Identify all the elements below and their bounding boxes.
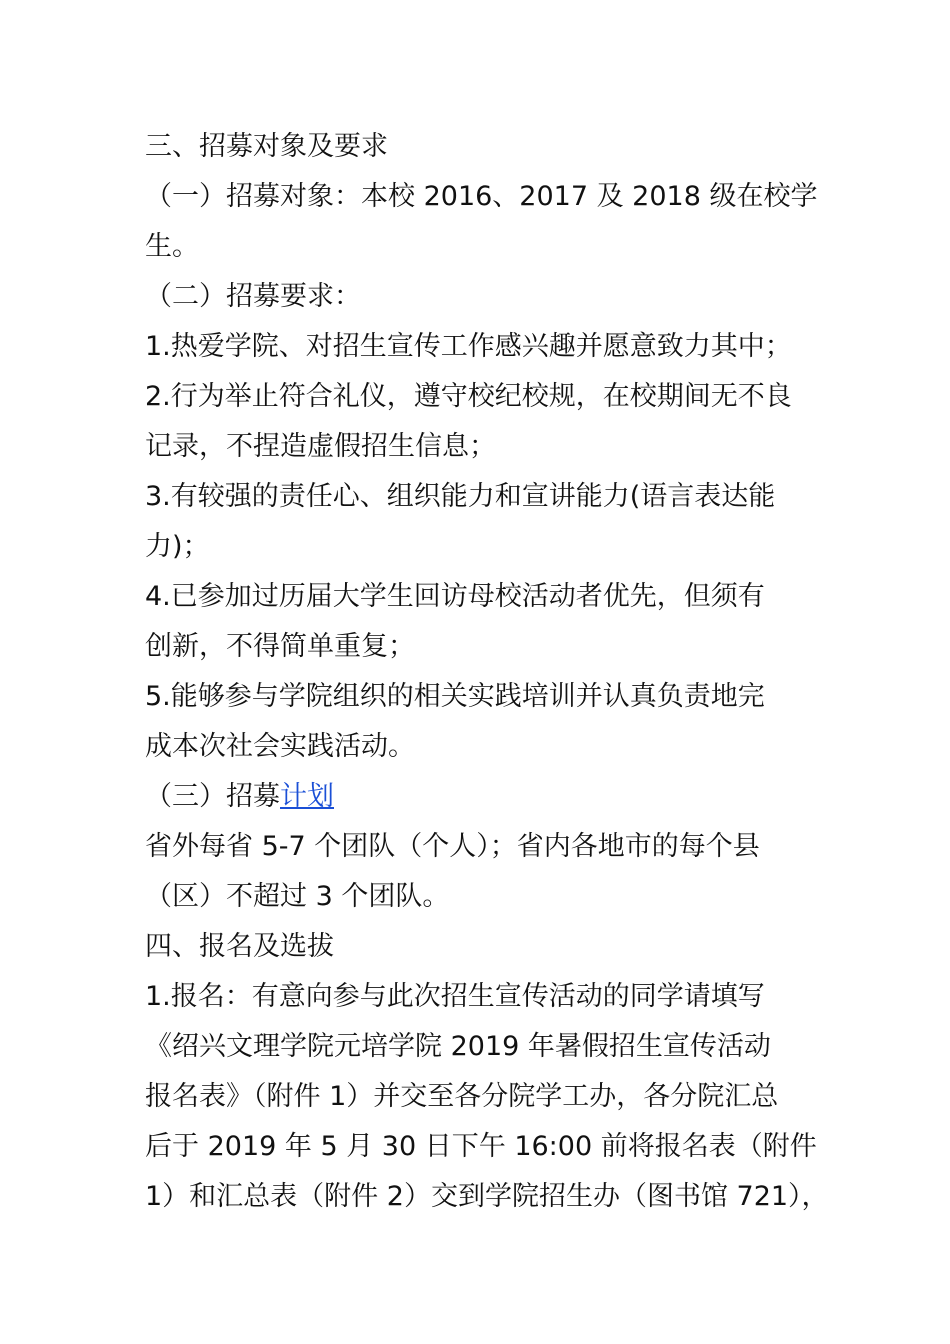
requirement-item-5: 5.能够参与学院组织的相关实践培训并认真负责地完	[145, 681, 765, 712]
requirement-item-4: 4.已参加过历届大学生回访母校活动者优先，但须有	[145, 581, 765, 612]
paragraph-line: （区）不超过 3 个团队。	[145, 881, 450, 912]
subheading-plan	[145, 772, 820, 822]
paragraph-line: 力)；	[145, 531, 210, 562]
paragraph-line: 省外每省 5-7 个团队（个人）；省内各地市的每个县	[145, 831, 760, 862]
requirement-item-3: 3.有较强的责任心、组织能力和宣讲能力(语言表达能	[145, 481, 776, 512]
paragraph-line: 生。	[145, 231, 199, 262]
section-heading-4: 四、报名及选拔	[145, 931, 334, 962]
paragraph-line: （一）招募对象：本校 2016、2017 及 2018 级在校学	[145, 181, 818, 212]
paragraph-line: 记录，不捏造虚假招生信息；	[145, 431, 496, 462]
paragraph-line: 创新，不得简单重复；	[145, 631, 415, 662]
requirement-item-1: 1.热爱学院、对招生宣传工作感兴趣并愿意致力其中；	[145, 331, 792, 362]
document-page	[145, 122, 829, 1222]
section-heading-3: 三、招募对象及要求	[145, 131, 388, 162]
paragraph-line: 报名表》（附件 1）并交至各分院学工办，各分院汇总	[145, 1081, 779, 1112]
paragraph-line: 后于 2019 年 5 月 30 日下午 16:00 前将报名表（附件	[145, 1131, 817, 1162]
paragraph-line: 1）和汇总表（附件 2）交到学院招生办（图书馆 721），	[145, 1181, 829, 1212]
paragraph-line: 《绍兴文理学院元培学院 2019 年暑假招生宣传活动	[145, 1031, 771, 1062]
plan-heading-prefix: （三）招募	[145, 781, 280, 812]
registration-item-1: 1.报名：有意向参与此次招生宣传活动的同学请填写	[145, 981, 765, 1012]
plan-link[interactable]: 计划	[280, 781, 334, 812]
paragraph-line: 成本次社会实践活动。	[145, 731, 415, 762]
subheading-requirements: （二）招募要求：	[145, 281, 361, 312]
requirement-item-2: 2.行为举止符合礼仪，遵守校纪校规，在校期间无不良	[145, 381, 792, 412]
